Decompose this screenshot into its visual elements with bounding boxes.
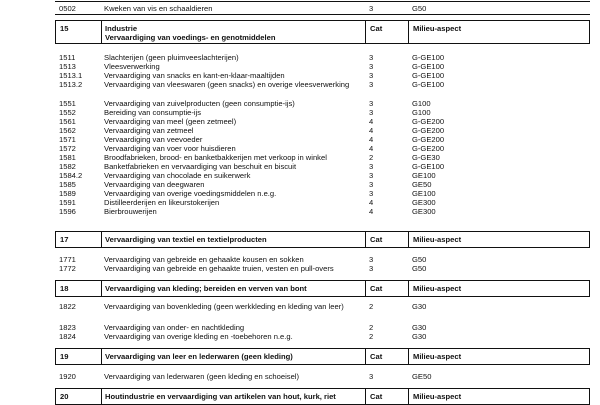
table-row bbox=[55, 4, 590, 14]
section-number: 17 bbox=[60, 235, 69, 244]
section-title: Vervaardiging van leer en lederwaren (geen kleding) bbox=[105, 352, 293, 361]
section-header-15 bbox=[55, 20, 590, 44]
milieu-header: Milieu-aspect bbox=[413, 352, 462, 361]
milieu-header: Milieu-aspect bbox=[413, 24, 462, 33]
section-title: Vervaardiging van kleding; bereiden en verven van bont bbox=[105, 284, 307, 293]
section-header-17 bbox=[55, 231, 590, 248]
milieu-value: G50 bbox=[412, 4, 427, 13]
category-value: 3 bbox=[369, 4, 374, 13]
cat-header: Cat bbox=[370, 284, 383, 293]
section-number: 19 bbox=[60, 352, 69, 361]
section-title: Vervaardiging van textiel en textielproducten bbox=[105, 235, 267, 244]
cat-header: Cat bbox=[370, 24, 383, 33]
document-page: 0502 Kweken van vis en schaaldieren 3 G50 15 Industrie Vervaardiging van voedings- en genotmiddelen Cat Milieu-aspect 1511 Slachterijen (geen pluimveeslachterijen) 3 G-GE100 1513 Vleesverwerking 3 G-GE100 1513.1 Vervaardiging van snacks en kant-en-klaar-maaltijden 3 G-GE100 1513.2 Vervaardiging van vleeswaren (geen snacks) en overige vleesverwerking 3 G-GE100 1551 Vervaardiging van zuivelproducten (geen consumptie-ijs) 3 G100 1552 Bereiding van consumptie-ijs 3 G100 1561 Vervaardiging van meel (geen zetmeel) 4 G-GE200 1562 Vervaardiging van zetmeel 4 G-GE200 1571 Vervaardiging van veevoeder 4 G-GE200 1572 Vervaardiging van voer voor huisdieren 4 G-GE200 1581 Broodfabrieken, brood- en banketbakkerijen met verkoop in winkel 2 G-GE30 1582 Banketfabrieken en vervaardiging van beschuit en biscuit 3 G-GE100 1584.2 Vervaardiging van chocolade en suikerwerk 3 GE100 1585 Vervaardiging van deegwaren 3 GE50 1589 Vervaardiging van overige voedingsmiddelen n.e.g. 3 GE100 1591 Distilleerderijen en likeurstokerijen 4 GE300 1596 Bierbrouwerijen 4 GE300 17 Vervaardiging van textiel en textielproducten Cat Milieu-aspect 1771 Vervaardiging van gebreide en gehaakte kousen en sokken 3 G50 1772 Vervaardiging van gebreide en gehaakte truien, vesten en pull-overs 3 G50 18 Vervaardiging van kleding; bereiden en verven van bont Cat Milieu-aspect 1822 Vervaardiging van bovenkleding (geen werkkleding en kleding van leer) 2 G30 1823 Vervaardiging van onder- en nachtkleding 2 G30 1824 Vervaardiging van overige kleding en -toebehoren n.e.g. 2 G30 19 Vervaardiging van leer en lederwaren (geen kleding) Cat Milieu-aspect 1920 Vervaardiging van lederwaren (geen kleding en schoeisel) 3 GE50 20 Houtindustrie en vervaardiging van artikelen van hout, kurk, riet Cat Milieu-aspect bbox=[55, 0, 590, 400]
section-number: 18 bbox=[60, 284, 69, 293]
row-rule bbox=[55, 14, 590, 15]
top-rule bbox=[55, 1, 590, 2]
section-title: Houtindustrie en vervaardiging van artikelen van hout, kurk, riet bbox=[105, 392, 336, 401]
activity-description: Kweken van vis en schaaldieren bbox=[104, 4, 213, 13]
cat-header: Cat bbox=[370, 352, 383, 361]
section-header-20 bbox=[55, 388, 590, 405]
milieu-header: Milieu-aspect bbox=[413, 235, 462, 244]
section-number: 15 bbox=[60, 24, 69, 33]
section-number: 20 bbox=[60, 392, 69, 401]
section-title: Industrie Vervaardiging van voedings- en genotmiddelen bbox=[105, 24, 276, 42]
section-header-19 bbox=[55, 348, 590, 365]
section-header-18 bbox=[55, 280, 590, 297]
cat-header: Cat bbox=[370, 392, 383, 401]
activity-code: 0502 bbox=[59, 4, 76, 13]
milieu-header: Milieu-aspect bbox=[413, 392, 462, 401]
cat-header: Cat bbox=[370, 235, 383, 244]
milieu-header: Milieu-aspect bbox=[413, 284, 462, 293]
